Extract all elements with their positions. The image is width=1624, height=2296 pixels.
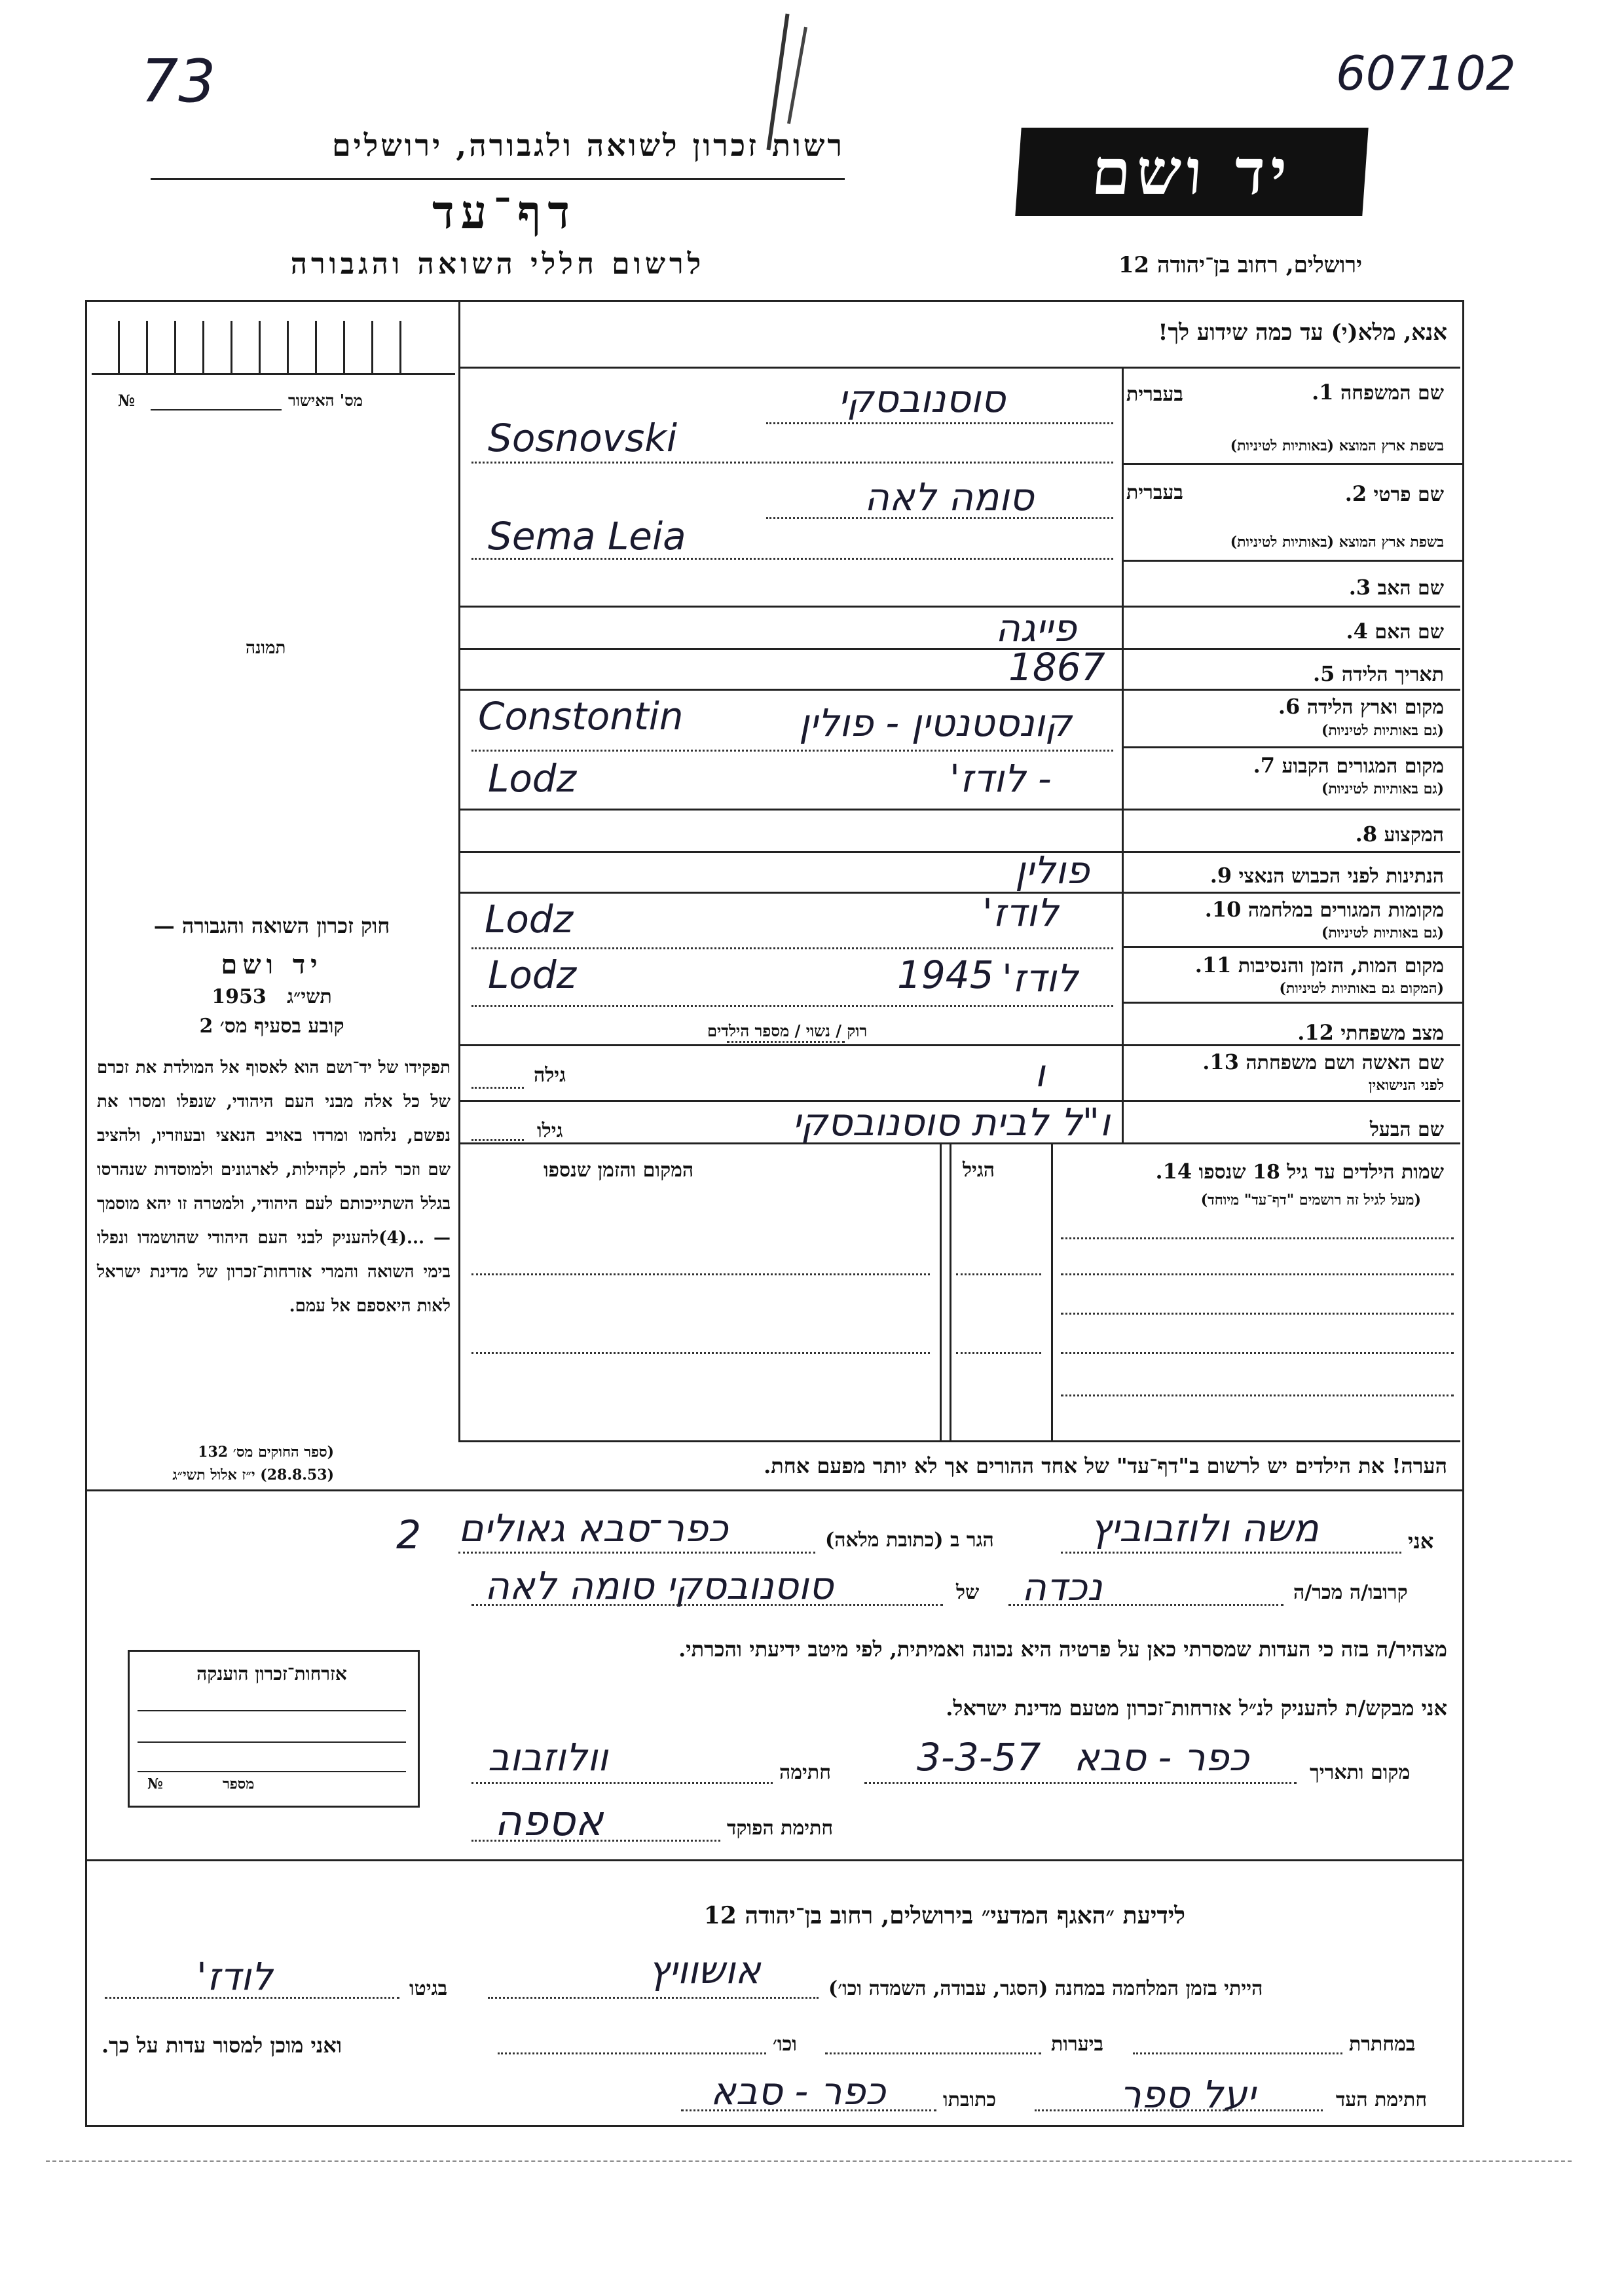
entry-line (471, 1604, 943, 1606)
children-label: שמות הילדים עד גיל 18 שנספו 14. (1155, 1159, 1444, 1184)
note-rule (85, 1489, 1462, 1491)
pen-stroke (787, 27, 807, 124)
officer-signature: אספה (494, 1797, 604, 1846)
husband-label: שם הבעל (1369, 1118, 1444, 1141)
cert-no-mark: № (118, 391, 136, 410)
children-age-header: הגיל (963, 1159, 995, 1182)
page-number: 73 (141, 47, 216, 116)
entry-line (1035, 2109, 1323, 2111)
wartime-residence-latin: Lodz (485, 897, 574, 941)
intro-rule (458, 367, 1460, 369)
row-rule (1122, 463, 1462, 465)
camp-label: הייתי בזמן המלחמה במחנה (הסגר, עבודה, השמדה וכו׳) (828, 1977, 1263, 2000)
institution-name: רשות זכרון לשואה ולגבורה, ירושלים (331, 128, 845, 163)
entry-line (471, 1782, 773, 1784)
field-8-label: המקצוע 8. (1355, 822, 1444, 847)
field-9-label: הנתינות לפני הכבוש הנאצי 9. (1209, 863, 1444, 888)
declarant-address: כפר־סבא גאולים (458, 1506, 728, 1550)
citizenship-number-label: מספר (223, 1776, 255, 1793)
declaration-text: מצהיר/ה בזה כי העדות שמסרתי כאן על פרטיה היא נכונה ואמיתית, לפי מיטב ידיעתי והכרתי. (678, 1637, 1447, 1662)
entry-line (825, 2052, 1041, 2054)
citizenship-line (138, 1710, 406, 1711)
husband-age-label: גילו (537, 1120, 563, 1142)
row-rule (1122, 1002, 1462, 1004)
death-place-latin: Lodz (488, 953, 577, 997)
law-year: 1953 (212, 985, 267, 1008)
field-3-label: שם האב 3. (1348, 575, 1444, 600)
forests-label: ביערות (1051, 2033, 1104, 2056)
witness-sig-label: חתימת העד (1336, 2088, 1428, 2111)
field-6-sub: (גם באותיות לטיניות) (1321, 722, 1444, 739)
field-4-label: שם האם 4. (1346, 619, 1444, 644)
row-rule (1122, 746, 1462, 748)
intro-text: אנא, מלא(י) עד כמה שידוע לך! (1158, 319, 1447, 346)
note-text: הערה! את הילדים יש לרשום ב"דף־עד" של אחד ההורים אך לא יותר מפעם אחת. (764, 1453, 1447, 1478)
relative-label: קרובו/ה מכר/ה (1293, 1581, 1408, 1604)
children-row-line (1061, 1313, 1454, 1315)
living-at-label: הגר ב (כתובת מלאה) (825, 1529, 994, 1552)
date-value: 3-3-57 (917, 1735, 1041, 1779)
footer-divider (85, 1859, 1462, 1861)
children-row-line (471, 1352, 930, 1354)
header-rule (151, 178, 845, 180)
witness-address-label: כתובתו (943, 2088, 997, 2111)
marital-options: רוק / נשוי / מספר הילדים (707, 1021, 868, 1040)
children-row-line (1061, 1237, 1454, 1239)
entry-line (471, 1840, 720, 1842)
field-1-sub: בשפת ארץ המוצא (באותיות לטיניות) (1230, 437, 1444, 454)
entry-line (498, 2052, 766, 2054)
entry-line (681, 2109, 936, 2111)
row-rule (1122, 946, 1462, 948)
entry-line (471, 750, 1113, 752)
relation-value: נכדה (1022, 1565, 1103, 1609)
field-2-he-tag: בעברית (1126, 481, 1183, 504)
record-number: 607102 (1336, 46, 1516, 101)
firstname-latin: Sema Leia (488, 514, 686, 558)
law-year-he: תשי״ג (287, 985, 332, 1008)
children-place-header: המקום והזמן שנספו (544, 1159, 694, 1182)
ghetto-value: לודז' (196, 1954, 273, 1999)
field-10-label: מקומות המגורים במלחמה 10. (1204, 897, 1444, 922)
ani-label: אני (1408, 1529, 1434, 1554)
death-year: 1945 (897, 953, 994, 997)
margin-number: 2 (396, 1512, 422, 1558)
husband-name: ו"ל לבית סוסנובסקי (792, 1100, 1110, 1144)
mother-name: פייגה (995, 606, 1077, 650)
signature-label: חתימה (779, 1761, 831, 1784)
birthplace-hebrew: קונסטנטין - פולין (799, 701, 1072, 745)
entry-line (471, 1005, 1113, 1007)
request-text: אני מבקש/ת להעניק לנ״ל אזרחות־זכרון מטעם מדינת ישראל. (946, 1696, 1447, 1721)
birthplace-latin: Constontin (478, 694, 684, 738)
field-2-sub: בשפת ארץ המוצא (באותיות לטיניות) (1230, 534, 1444, 551)
field-6-label: מקום וארץ הלידה 6. (1278, 694, 1444, 719)
law-source: (ספר החוקים מס׳ 132 (198, 1444, 334, 1461)
left-column-divider (458, 301, 460, 1440)
law-clause: קובע בסעיף מס׳ 2 (199, 1015, 344, 1038)
nationality: פולין (1015, 848, 1090, 892)
scan-edge (46, 2160, 1572, 2162)
label-column-divider (1122, 367, 1124, 1142)
row-rule (458, 606, 1460, 608)
field-11-label: מקום המות, הזמן והנסיבות 11. (1194, 953, 1444, 977)
row-rule (458, 1044, 1460, 1046)
law-title: חוק זכרון השואה והגבורה — (153, 913, 390, 938)
ready-text: ואני מוכן למסור עדות על כך. (101, 2033, 342, 2058)
cert-label: מס' האישור (288, 391, 363, 410)
wife-age-label: גילה (534, 1064, 566, 1087)
children-row-line (1061, 1352, 1454, 1354)
of-label: של (956, 1581, 980, 1604)
field-7-label: מקום המגורים הקבוע 7. (1253, 753, 1444, 778)
photo-label: תמונה (246, 638, 286, 658)
children-count-line (727, 1041, 845, 1043)
field-1-he-tag: בעברית (1126, 383, 1183, 406)
declarant-name: משה ולוזבוביץ (1090, 1506, 1319, 1550)
entry-line (471, 947, 1113, 949)
citizenship-title: אזרחות־זכרון הוענקה (196, 1663, 347, 1685)
form-title: דף־עד (432, 185, 576, 239)
footer-title: לידיעת ״האגף המדעי״ בירושלים, רחוב בן־יהודה 12 (703, 1902, 1185, 1929)
cert-number-strip (92, 321, 455, 375)
underground-label: במחתרת (1349, 2033, 1416, 2056)
yad-vashem-logo (1015, 128, 1368, 216)
entry-line (105, 1997, 399, 1999)
row-rule (1122, 560, 1462, 562)
logo-text: יד ושם (1089, 135, 1295, 209)
cert-line (151, 409, 282, 410)
children-col-divider (940, 1142, 942, 1440)
field-13-label: שם האשה ושם משפחתה 13. (1202, 1049, 1444, 1074)
field-10-sub: (גם באותיות לטיניות) (1321, 924, 1444, 941)
law-year-row (98, 985, 445, 1008)
row-rule (458, 851, 1460, 853)
field-5-label: תאריך הלידה 5. (1312, 661, 1444, 686)
children-row-line (956, 1273, 1041, 1275)
firstname-hebrew: סומה לאה (864, 475, 1034, 519)
children-col-divider (1051, 1142, 1053, 1440)
law-source-date: (28.8.53) י״ז אלול תשי״ג (172, 1467, 334, 1484)
wife-age-line (471, 1087, 524, 1089)
residence-hebrew: - לודז' (950, 756, 1052, 801)
entry-line (1008, 1604, 1283, 1606)
place-date-label: מקום ותאריך (1310, 1761, 1411, 1784)
field-2-label: שם פרטי 2. (1344, 481, 1444, 506)
ghetto-label: בגיטו (409, 1977, 448, 2000)
row-rule (458, 809, 1460, 811)
witness-address: כפר - סבא (710, 2069, 886, 2113)
children-sub: (מעל לגיל זה רושמים "דף־עד" מיוחד) (1200, 1192, 1421, 1209)
place-value: כפר - סבא (1074, 1735, 1249, 1779)
officer-label: חתימת הפוקד (727, 1817, 834, 1840)
field-1-label: שם המשפחה 1. (1312, 380, 1444, 405)
children-bottom-rule (458, 1440, 1460, 1442)
children-row-line (471, 1273, 930, 1275)
row-rule (458, 892, 1460, 894)
children-row-line (1061, 1273, 1454, 1275)
law-logo: יד ושם (221, 949, 323, 980)
residence-latin: Lodz (488, 756, 577, 801)
form-subtitle: לרשום חללי השואה והגבורה (290, 247, 705, 281)
camp-value: אושוויץ (648, 1948, 761, 1992)
entry-line (488, 1997, 819, 1999)
wife-name: ו (1035, 1051, 1045, 1095)
citizenship-line (138, 1771, 406, 1772)
law-body: תפקידו של יד־ושם הוא לאסוף אל המולדת את זכרם של כל אלה מבני העם היהודי, שנפלו ומסרו את נפשם, נלחמו ומרדו באויב הנאצי ובעוזריו, ולהציב שם וזכר להם, לקהילות, לארגונים ולמוסדות שנהרסו בגלל השתייכותם לעם היהודי, ולמטרה זו יהא מוסמך — ...(4)להעניק לבני העם היהודי שהושמדו ונפלו בימי השואה והמרי אזרחות־זכרון של מדינת ישראל לאות היאספם אל עמם. (97, 1058, 451, 1316)
citizenship-line (138, 1741, 406, 1743)
birth-date: 1867 (1008, 645, 1105, 689)
entry-line (1133, 2052, 1342, 2054)
entry-line (458, 1552, 815, 1554)
witness-signature: יעל ספר (1120, 2072, 1256, 2117)
death-place-hebrew: לודז' (1002, 956, 1079, 1000)
field-13-sub: לפני הנישואין (1368, 1077, 1444, 1094)
row-rule (458, 689, 1460, 691)
field-11-sub: (המקום גם באותיות לטיניות) (1279, 980, 1444, 997)
citizenship-no-mark: № (147, 1776, 163, 1793)
field-7-sub: (גם באותיות לטיניות) (1321, 780, 1444, 797)
etc-label: וכו׳ (773, 2033, 797, 2056)
children-col-divider (950, 1142, 951, 1440)
wartime-residence-hebrew: לודז' (982, 890, 1059, 935)
row-rule (458, 648, 1460, 650)
surname-hebrew: סוסנובסקי (838, 376, 1006, 421)
entry-line (1061, 1552, 1401, 1554)
entry-line (471, 462, 1113, 464)
children-row-line (1061, 1394, 1454, 1396)
field-12-label: מצב משפחתי 12. (1297, 1020, 1444, 1045)
declarant-signature: וולוזבוב (488, 1735, 608, 1779)
entry-line (766, 422, 1113, 424)
children-row-line (956, 1352, 1041, 1354)
surname-latin: Sosnovski (488, 416, 678, 460)
husband-age-line (471, 1139, 524, 1141)
address: ירושלים, רחוב בן־יהודה 12 (1118, 252, 1362, 278)
of-name: סוסנובסקי סומה לאה (485, 1563, 834, 1608)
entry-line (864, 1782, 1297, 1784)
